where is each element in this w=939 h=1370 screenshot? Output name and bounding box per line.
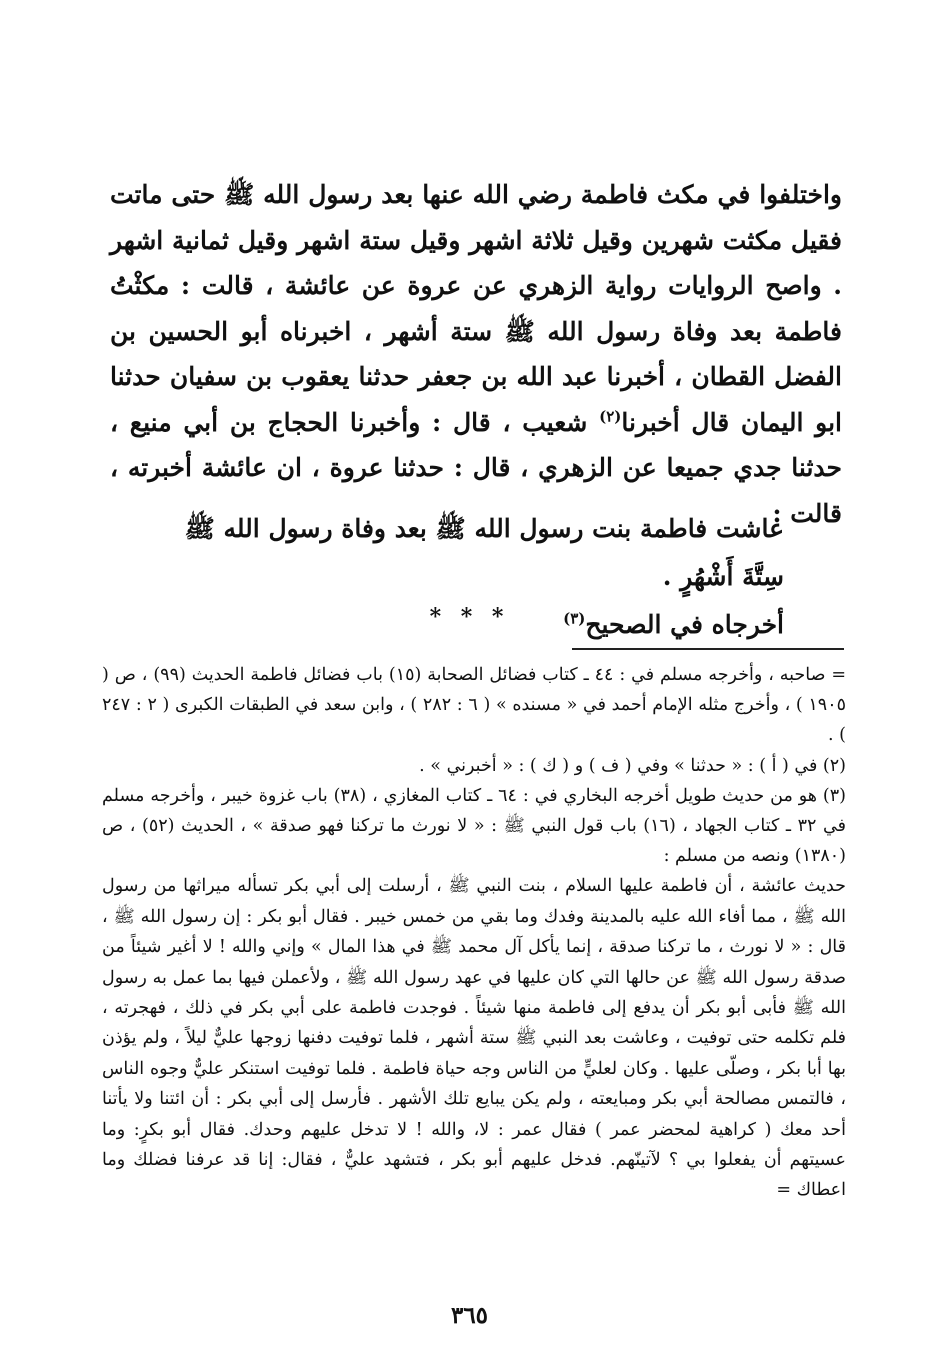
main-paragraph: [110, 172, 842, 536]
footnote-marker-2: (٢): [599, 407, 622, 426]
quote-source-text: أخرجاه في الصحيح: [585, 610, 784, 639]
main-text-block: [110, 172, 842, 536]
main-paragraph-end: شعيب ، قال : وأخبرنا الحجاج بن أبي منيع ، حدثنا جدي جميعا عن الزهري ، قال : حدثنا عروة ، ان عائشة أخبرته ، قالت :: [110, 407, 842, 528]
footnote-marker-3: (٣): [563, 609, 586, 628]
footnote-hadith-text: حديث عائشة ، أن فاطمة عليها السلام ، بنت النبي ﷺ ، أرسلت إلى أبي بكر تسأله ميراثها من رسول الله ﷺ ، مما أفاء الله عليه بالمدينة وفدك وما بقي من خمس خيبر . فقال أبو بكر : إن رسول الله ﷺ ، قال : « لا نورث ، ما تركنا صدقة ، إنما يأكل آل محمد ﷺ في هذا المال » وإني والله ! لا أغير شيئاً من صدقة رسول الله ﷺ عن حالها التي كان عليها في عهد رسول الله ﷺ ، ولأعملن فيها بما عمل به رسول الله ﷺ فأبى أبو بكر أن يدفع إلى فاطمة منها شيئاً . فوجدت فاطمة على أبي بكر في ذلك ، فهجرته ، فلم تكلمه حتى توفيت ، وعاشت بعد النبي ﷺ ستة أشهر ، فلما توفيت دفنها زوجها عليٌّ ليلاً ، ولم يؤذن بها أبا بكر ، وصلّى عليها . وكان لعليٍّ من الناس وجه حياة فاطمة . فلما توفيت استنكر عليٌّ وجوه الناس ، فالتمس مصالحة أبي بكر ومبايعته ، ولم يكن يبايع تلك الأشهر . فأرسل إلى أبي بكر : أن ائتنا ولا يأتنا أحد معك ( كراهية لمحضر عمر ) فقال عمر : لا، والله ! لا تدخل عليهم وحدك. فقال أبو بكرٍ: وما عسيتهم أن يفعلوا بي ؟ لآتينّهم. فدخل عليهم أبو بكر ، فتشهد عليٌّ ، فقال: إنا قد عرفنا فضلك وما اعطاك =: [102, 876, 846, 1201]
page-number: ٣٦٥: [450, 1302, 489, 1329]
footnote-rule: [572, 648, 844, 650]
footnote-3: (٣) هو من حديث طويل أخرجه البخاري في : ٦٤ ـ كتاب المغازي ، (٣٨) باب غزوة خيبر ، وأخرجه مسلم في ٣٢ ـ كتاب الجهاد ، (١٦) باب قول النبي ﷺ : « لا نورث ما تركنا فهو صدقة » ، الحديث (٥٢) ، ص (١٣٨٠) ونصه من مسلم :: [102, 785, 847, 867]
section-separator: * * *: [429, 604, 510, 630]
quote-line: عاشت فاطمة بنت رسول الله ﷺ بعد وفاة رسول الله ﷺ سِتَّةَ أَشْهُرٍ .: [184, 514, 784, 591]
footnote-2: (٢) في ( أ ) : « حدثنا » وفي ( ف ) و ( ك ) : « أخبرني » .: [419, 755, 846, 776]
footnotes-block: [102, 660, 846, 1206]
main-paragraph-text: واختلفوا في مكث فاطمة رضي الله عنها بعد رسول الله ﷺ حتى ماتت فقيل مكثت شهرين وقيل ثلاثة اشهر وقيل ستة اشهر وقيل ثمانية اشهر . واصح الروايات رواية الزهري عن عروة عن عائشة ، قالت : مكثْتُ فاطمة بعد وفاة رسول الله ﷺ ستة أشهر ، اخبرناه أبو الحسين بن الفضل القطان ، أخبرنا عبد الله بن جعفر حدثنا يعقوب بن سفيان حدثنا ابو اليمان قال أخبرنا: [110, 180, 842, 437]
footnote-continuation: = صاحبه ، وأخرجه مسلم في : ٤٤ ـ كتاب فضائل الصحابة (١٥) باب فضائل فاطمة الحديث (٩٩) ، ص ( ١٩٠٥ ) ، وأخرج مثله الإمام أحمد في « مسنده » ( ٦ : ٢٨٢ ) ، وابن سعد في الطبقات الكبرى ( ٢ : ٢٤٧ ) .: [102, 665, 847, 746]
